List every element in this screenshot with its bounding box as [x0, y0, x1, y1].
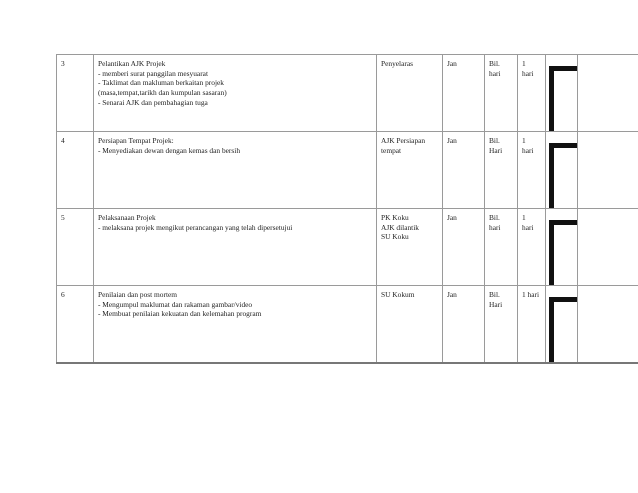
month-cell	[443, 132, 485, 209]
activity-line: Pelaksanaan Projek	[98, 213, 156, 222]
activity-cell	[94, 209, 377, 286]
unit-cell	[485, 209, 518, 286]
status-checkbox-cell	[546, 132, 578, 209]
activity-line: Pelantikan AJK Projek	[98, 59, 166, 68]
duration-cell	[518, 55, 546, 132]
row-number	[57, 286, 94, 363]
table-row	[57, 286, 638, 363]
unit-line: Bil.	[489, 213, 500, 222]
activity-line: - memberi surat panggilan mesyuarat	[98, 68, 209, 78]
unit-cell	[485, 286, 518, 363]
month-cell	[443, 209, 485, 286]
person-in-charge-cell	[377, 55, 443, 132]
status-checkbox-cell	[546, 55, 578, 132]
row-number-text: 3	[61, 59, 65, 68]
remarks-cell	[578, 132, 638, 209]
duration-line: 1	[522, 59, 526, 68]
duration-line: hari	[522, 145, 534, 155]
remarks-cell	[578, 286, 638, 363]
activity-line: Persiapan Tempat Projek:	[98, 136, 174, 145]
person-in-charge-cell	[377, 132, 443, 209]
activity-cell	[94, 132, 377, 209]
duration-line: 1	[522, 213, 526, 222]
person-in-charge-cell	[377, 286, 443, 363]
schedule-table	[56, 54, 638, 364]
unit-line: Bil.	[489, 290, 500, 299]
activity-line: - Taklimat dan makluman berkaitan projek	[98, 78, 224, 88]
activity-cell	[94, 286, 377, 363]
pic-line: AJK dilantik	[381, 222, 419, 232]
activity-line: - Menyediakan dewan dengan kemas dan bersih	[98, 145, 241, 155]
unit-line: hari	[489, 222, 501, 232]
status-checkbox[interactable]	[549, 143, 578, 209]
activity-line: Penilaian dan post mortem	[98, 290, 178, 299]
status-checkbox[interactable]	[549, 220, 578, 286]
status-checkbox-cell	[546, 286, 578, 363]
status-checkbox[interactable]	[549, 66, 578, 132]
pic-line: SU Koku	[381, 232, 409, 242]
row-number	[57, 209, 94, 286]
month-cell	[443, 286, 485, 363]
table-row	[57, 209, 638, 286]
row-number	[57, 132, 94, 209]
unit-line: hari	[489, 68, 501, 78]
activity-line: - melaksana projek mengikut perancangan yang telah dipersetujui	[98, 222, 293, 232]
row-number-text: 6	[61, 290, 65, 299]
duration-cell	[518, 132, 546, 209]
row-number-text: 5	[61, 213, 65, 222]
pic-line: SU Kokum	[381, 290, 415, 299]
table-row	[57, 132, 638, 209]
duration-line: 1 hari	[522, 290, 540, 299]
remarks-cell	[578, 209, 638, 286]
status-checkbox[interactable]	[549, 297, 578, 363]
table-row	[57, 55, 638, 132]
activity-line: - Mengumpul maklumat dan rakaman gambar/video	[98, 299, 253, 309]
duration-line: hari	[522, 68, 534, 78]
unit-line: Hari	[489, 145, 503, 155]
duration-line: hari	[522, 222, 534, 232]
duration-cell	[518, 209, 546, 286]
activity-line: - Senarai AJK dan pembahagian tuga	[98, 97, 208, 107]
row-number-text: 4	[61, 136, 65, 145]
month-text: Jan	[447, 213, 457, 222]
unit-line: Bil.	[489, 59, 500, 68]
activity-cell	[94, 55, 377, 132]
pic-line: PK Koku	[381, 213, 409, 222]
duration-line: 1	[522, 136, 526, 145]
person-in-charge-cell	[377, 209, 443, 286]
remarks-cell	[578, 55, 638, 132]
unit-cell	[485, 132, 518, 209]
duration-cell	[518, 286, 546, 363]
month-text: Jan	[447, 136, 457, 145]
month-text: Jan	[447, 290, 457, 299]
unit-cell	[485, 55, 518, 132]
pic-line: Penyelaras	[381, 59, 414, 68]
row-number	[57, 55, 94, 132]
activity-line: (masa,tempat,tarikh dan kumpulan sasaran)	[98, 87, 227, 97]
activity-line: - Membuat penilaian kekuatan dan kelemahan program	[98, 309, 262, 319]
pic-line: tempat	[381, 145, 402, 155]
unit-line: Hari	[489, 299, 503, 309]
status-checkbox-cell	[546, 209, 578, 286]
pic-line: AJK Persiapan	[381, 136, 426, 145]
unit-line: Bil.	[489, 136, 500, 145]
month-cell	[443, 55, 485, 132]
month-text: Jan	[447, 59, 457, 68]
